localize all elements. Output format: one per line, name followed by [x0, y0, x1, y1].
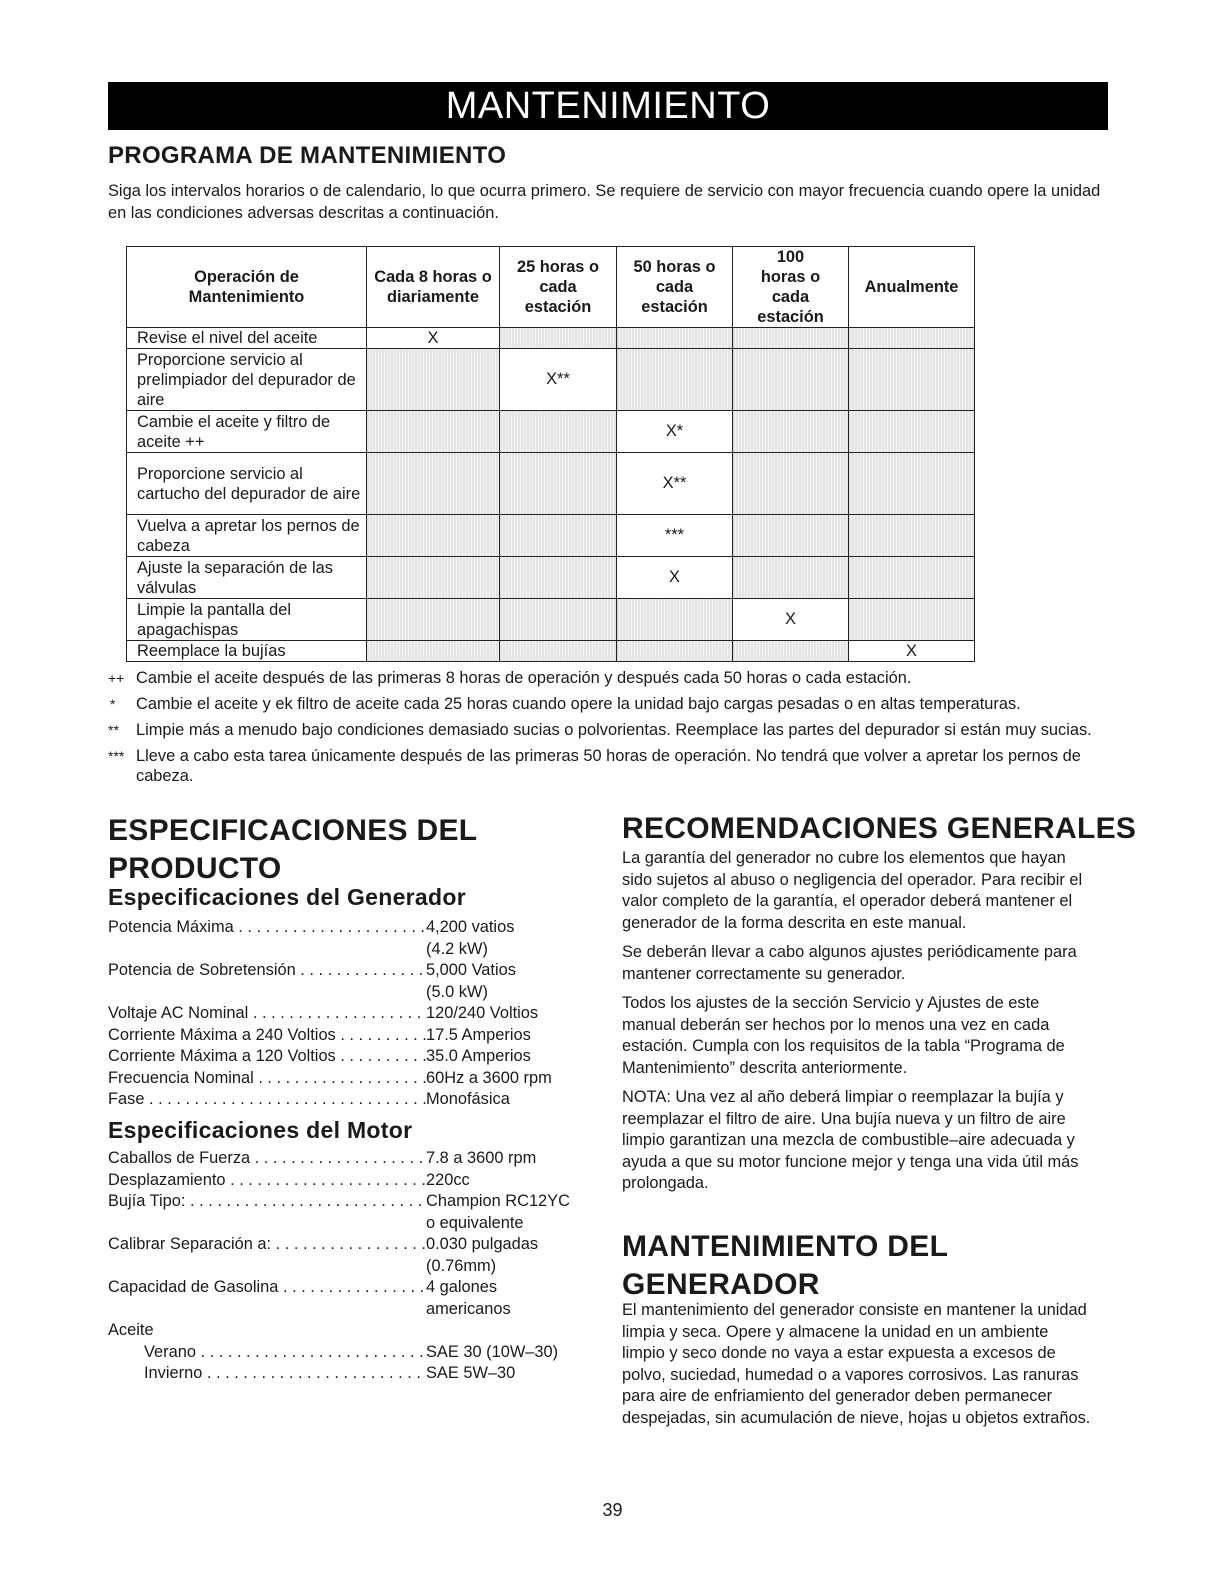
spec-label: Frecuencia Nominal . . .: [108, 1068, 426, 1090]
shaded-cell: [849, 411, 975, 453]
note-text: Cambie el aceite después de las primeras 8 horas de operación y después cada 50 horas o cada estación.: [136, 669, 912, 687]
interval-mark: X**: [500, 349, 617, 411]
shaded-cell: [367, 349, 500, 411]
shaded-cell: [367, 557, 500, 599]
shaded-cell: [849, 557, 975, 599]
spec-row: [108, 1046, 588, 1068]
shaded-cell: [367, 453, 500, 515]
shaded-cell: [617, 599, 733, 641]
spec-label: Corriente Máxima a 120 Voltios . . .: [108, 1046, 426, 1068]
shaded-cell: [733, 453, 849, 515]
spec-value: SAE 30 (10W–30): [426, 1342, 559, 1361]
recommendation-paragraph: Todos los ajustes de la sección Servicio y Ajustes de este manual deberán ser hechos por lo menos una vez en cada estación. Cumpla con los requisitos de la tabla “Programa de Mantenimiento” descrita anteriormente.: [622, 994, 1065, 1077]
spec-label: Verano . . .: [144, 1342, 426, 1364]
spec-value: 220cc: [426, 1170, 470, 1189]
note-text: Limpie más a menudo bajo condiciones demasiado sucias o polvorientas. Reemplace las partes del depurador si están muy sucias.: [136, 721, 1092, 739]
operation-cell: Revise el nivel del aceite: [127, 328, 367, 349]
generator-maintenance-title-line1: MANTENIMIENTO DEL: [622, 1230, 949, 1263]
generator-maintenance-title: [622, 1228, 948, 1304]
shaded-cell: [500, 557, 617, 599]
shaded-cell: [849, 515, 975, 557]
recommendation-paragraph: La garantía del generador no cubre los elementos que hayan sido sujetos al abuso o negligencia del operador. Para recibir el valor completo de la garantía, el operador deberá mantener el generador de la forma descrita en este manual.: [622, 849, 1083, 932]
spec-label: Voltaje AC Nominal . . .: [108, 1003, 426, 1025]
specs-title-line2: PRODUCTO: [108, 852, 282, 885]
recommendation-paragraph: NOTA: Una vez al año deberá limpiar o reemplazar la bujía y reemplazar el filtro de aire. Una bujía nueva y un filtro de aire limpio garantizan una mezcla de combustible–aire adecuada y ayuda a que su motor funcione mejor y tenga una vida útil más prolongada.: [622, 1088, 1079, 1192]
engine-specs-list: [108, 1148, 588, 1385]
note-symbol: ++: [108, 670, 125, 686]
shaded-cell: [500, 411, 617, 453]
schedule-intro: Siga los intervalos horarios o de calendario, lo que ocurra primero. Se requiere de servicio con mayor frecuencia cuando opere la unidad en las condiciones adversas descritas a continuación.: [108, 182, 1101, 222]
spec-value-continued: americanos: [426, 1299, 511, 1318]
interval-mark: X: [617, 557, 733, 599]
note-item: [108, 720, 1108, 740]
spec-value: 17.5 Amperios: [426, 1025, 531, 1044]
generator-specs-list: [108, 917, 588, 1111]
spec-row: [108, 917, 588, 939]
spec-label: Desplazamiento . . .: [108, 1170, 426, 1192]
shaded-cell: [367, 411, 500, 453]
shaded-cell: [617, 641, 733, 662]
note-text: Cambie el aceite y ek filtro de aceite cada 25 horas cuando opere la unidad bajo cargas pesadas o en altas temperaturas.: [136, 695, 1021, 713]
spec-label: Corriente Máxima a 240 Voltios . . .: [108, 1025, 426, 1047]
spec-label: Fase . . .: [108, 1089, 426, 1111]
shaded-cell: [617, 328, 733, 349]
spec-value-continued: (5.0 kW): [426, 982, 488, 1001]
spec-row: [108, 1089, 588, 1111]
spec-row: [108, 1363, 588, 1385]
spec-row: [108, 1148, 588, 1170]
spec-label: Potencia de Sobretensión . . .: [108, 960, 426, 982]
spec-label: Calibrar Separación a: . . .: [108, 1234, 426, 1256]
schedule-notes: [108, 668, 1108, 792]
shaded-cell: [617, 349, 733, 411]
page-number: 39: [602, 1500, 623, 1520]
col-header-100h: 100 horas o cada estación: [733, 247, 849, 328]
shaded-cell: [500, 515, 617, 557]
spec-value: 4,200 vatios: [426, 918, 515, 936]
spec-label: Bujía Tipo: . . .: [108, 1191, 426, 1213]
spec-value: SAE 5W–30: [426, 1364, 516, 1382]
col-header-8h: Cada 8 horas o diariamente: [367, 247, 500, 328]
spec-row: [108, 1003, 588, 1025]
col-header-annual: Anualmente: [849, 247, 975, 328]
spec-row: [108, 1342, 588, 1364]
spec-value: 60Hz a 3600 rpm: [426, 1068, 552, 1087]
spec-value-continued: (4.2 kW): [426, 939, 488, 958]
spec-label: Caballos de Fuerza . . .: [108, 1148, 426, 1170]
interval-mark: X: [849, 641, 975, 662]
schedule-title: PROGRAMA DE MANTENIMIENTO: [108, 142, 507, 169]
shaded-cell: [367, 515, 500, 557]
spec-value-continued: (0.76mm): [426, 1256, 497, 1275]
operation-cell: Ajuste la separación de las válvulas: [127, 557, 367, 599]
spec-row: [108, 1277, 588, 1299]
schedule-row: [127, 453, 975, 515]
schedule-row: [127, 349, 975, 411]
shaded-cell: [500, 641, 617, 662]
operation-cell: Reemplace la bujías: [127, 641, 367, 662]
interval-mark: X**: [617, 453, 733, 515]
shaded-cell: [733, 515, 849, 557]
shaded-cell: [733, 411, 849, 453]
maintenance-schedule-table: [126, 246, 975, 662]
shaded-cell: [849, 349, 975, 411]
shaded-cell: [500, 453, 617, 515]
spec-label: Invierno . . .: [144, 1363, 426, 1385]
interval-mark: X: [367, 328, 500, 349]
schedule-row: [127, 599, 975, 641]
interval-mark: X*: [617, 411, 733, 453]
schedule-row: [127, 641, 975, 662]
operation-cell: Cambie el aceite y filtro de aceite ++: [127, 411, 367, 453]
spec-value: Monofásica: [426, 1090, 510, 1108]
spec-value: 4 galones: [426, 1278, 498, 1296]
generator-maintenance-title-line2: GENERADOR: [622, 1268, 820, 1301]
col-header-25h: 25 horas o cada estación: [500, 247, 617, 328]
operation-cell: Vuelva a apretar los pernos de cabeza: [127, 515, 367, 557]
note-item: [108, 694, 1108, 714]
note-item: [108, 746, 1108, 786]
recommendation-paragraph: Se deberán llevar a cabo algunos ajustes periódicamente para mantener correctamente su generador.: [622, 943, 1077, 983]
spec-value: 0.030 pulgadas: [426, 1235, 539, 1253]
shaded-cell: [849, 328, 975, 349]
spec-value: 7.8 a 3600 rpm: [426, 1149, 537, 1167]
shaded-cell: [733, 328, 849, 349]
spec-row: [108, 1191, 588, 1213]
spec-row: [108, 1068, 588, 1090]
shaded-cell: [849, 453, 975, 515]
spec-row: [108, 1025, 588, 1047]
specs-title-line1: ESPECIFICACIONES DEL: [108, 814, 478, 847]
schedule-row: [127, 411, 975, 453]
interval-mark: ***: [617, 515, 733, 557]
shaded-cell: [367, 641, 500, 662]
spec-label: Potencia Máxima . . .: [108, 917, 426, 939]
spec-value-continued: o equivalente: [426, 1213, 524, 1232]
operation-cell: Limpie la pantalla del apagachispas: [127, 599, 367, 641]
schedule-row: [127, 515, 975, 557]
spec-value: 120/240 Voltios: [426, 1004, 539, 1022]
spec-row: [108, 1170, 588, 1192]
shaded-cell: [733, 641, 849, 662]
interval-mark: X: [733, 599, 849, 641]
col-header-50h: 50 horas o cada estación: [617, 247, 733, 328]
recommendations-title: RECOMENDACIONES GENERALES: [622, 812, 1137, 845]
shaded-cell: [500, 599, 617, 641]
spec-group-label: Aceite: [108, 1321, 154, 1339]
schedule-row: [127, 557, 975, 599]
recommendations-body: [622, 848, 1092, 1203]
specs-title: [108, 812, 477, 888]
generator-maintenance-paragraph: El mantenimiento del generador consiste en mantener la unidad limpia y seca. Opere y almacene la unidad en un ambiente limpio y seco donde no vaya a estar expuesta a excesos de polvo, suciedad, humedad o a vapores corrosivos. Las ranuras para aire de enfriamiento del generador deben permanecer despejadas, sin acumulación de nieve, hojas u objetos extraños.: [622, 1301, 1091, 1427]
section-banner: MANTENIMIENTO: [108, 82, 1108, 130]
shaded-cell: [367, 599, 500, 641]
shaded-cell: [849, 599, 975, 641]
note-text: Lleve a cabo esta tarea únicamente después de las primeras 50 horas de operación. No tendrá que volver a apretar los pernos de cabeza.: [136, 747, 1081, 785]
note-symbol: *: [110, 696, 116, 712]
engine-specs-title: Especificaciones del Motor: [108, 1117, 413, 1143]
note-item: [108, 668, 1108, 688]
note-symbol: **: [108, 722, 119, 738]
spec-value: 35.0 Amperios: [426, 1047, 531, 1065]
shaded-cell: [733, 349, 849, 411]
generator-specs-title: Especificaciones del Generador: [108, 884, 466, 910]
spec-value: Champion RC12YC: [426, 1192, 570, 1210]
shaded-cell: [500, 328, 617, 349]
generator-maintenance-body: [622, 1300, 1092, 1437]
schedule-row: [127, 328, 975, 349]
spec-label: Capacidad de Gasolina . . .: [108, 1277, 426, 1299]
col-header-operation: Operación de Mantenimiento: [127, 247, 367, 328]
spec-value: 5,000 Vatios: [426, 961, 516, 979]
operation-cell: Proporcione servicio al prelimpiador del depurador de aire: [127, 349, 367, 411]
operation-cell: Proporcione servicio al cartucho del depurador de aire: [127, 453, 367, 515]
note-symbol: ***: [108, 748, 125, 764]
spec-row: [108, 1234, 588, 1256]
shaded-cell: [733, 557, 849, 599]
spec-row: [108, 960, 588, 982]
